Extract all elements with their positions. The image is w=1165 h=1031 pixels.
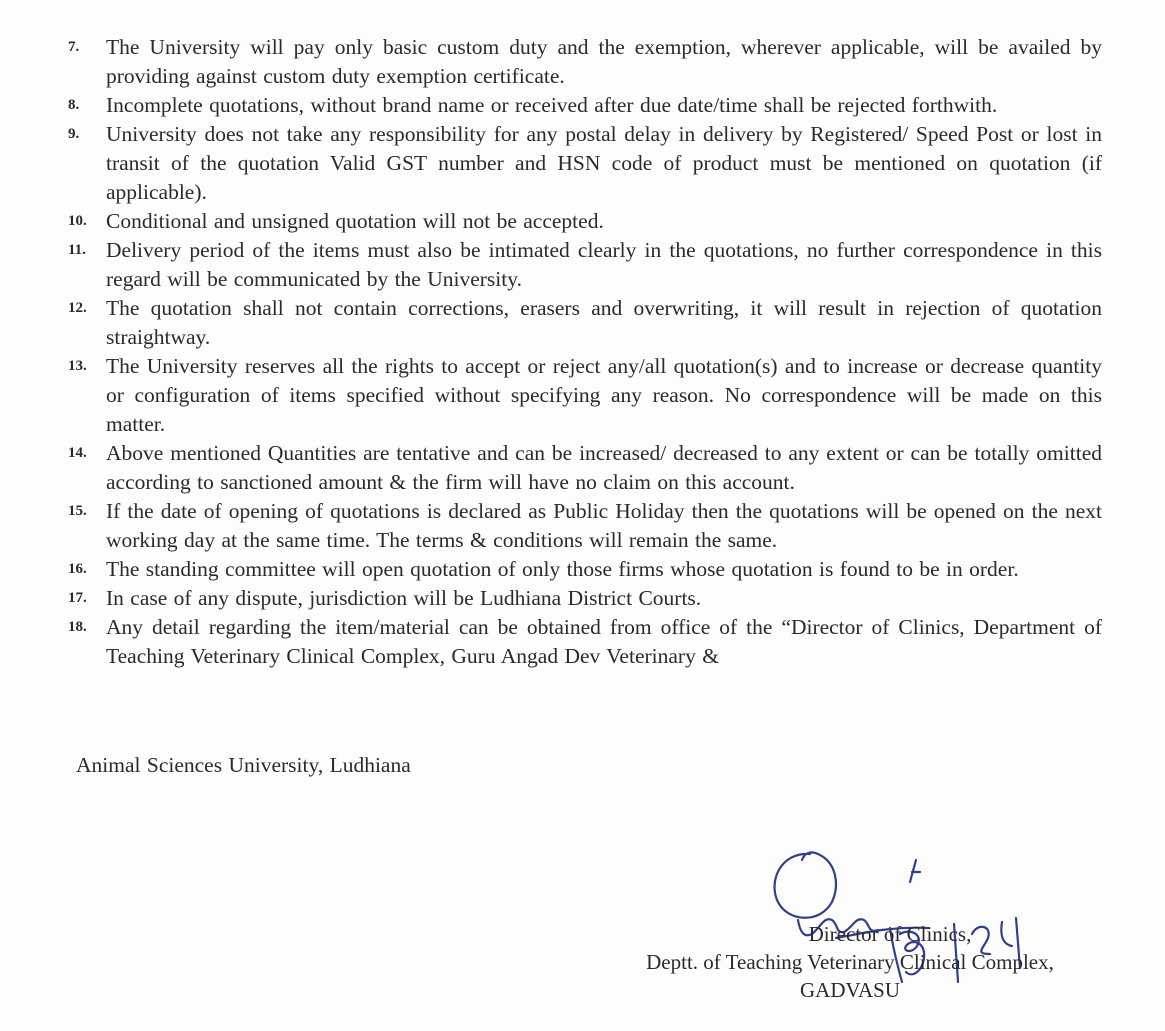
clause-text: In case of any dispute, jurisdiction will be Ludhiana District Courts. — [106, 586, 702, 610]
clause-text: The University will pay only basic custom duty and the exemption, wherever applicable, will be availed by providing against custom duty exemption certificate. — [106, 35, 1102, 88]
clause-text: The standing committee will open quotation of only those firms whose quotation is found to be in order. — [106, 557, 1019, 581]
clause-number: 9. — [68, 126, 80, 142]
clause-11 — [62, 236, 1102, 294]
clause-number: 13. — [68, 358, 87, 374]
clause-text: The quotation shall not contain corrections, erasers and overwriting, it will result in rejection of quotation straightway. — [106, 296, 1102, 349]
clause-18-continuation: Animal Sciences University, Ludhiana — [76, 753, 411, 777]
clause-number: 8. — [68, 97, 80, 113]
clause-number: 17. — [68, 590, 87, 606]
clause-18 — [62, 613, 1102, 671]
clause-17 — [62, 584, 1102, 613]
clause-number: 7. — [68, 39, 80, 55]
clause-12 — [62, 294, 1102, 352]
clause-9 — [62, 120, 1102, 207]
clause-15 — [62, 497, 1102, 555]
signatory-department: Deptt. of Teaching Veterinary Clinical Complex, — [646, 950, 1054, 974]
clause-16 — [62, 555, 1102, 584]
clause-text: Above mentioned Quantities are tentative and can be increased/ decreased to any extent or can be totally omitted according to sanctioned amount & the firm will have no claim on this account. — [106, 441, 1102, 494]
clause-text: If the date of opening of quotations is declared as Public Holiday then the quotations will be opened on the next working day at the same time. The terms & conditions will remain the same. — [106, 499, 1102, 552]
clause-text: University does not take any responsibility for any postal delay in delivery by Registered/ Speed Post or lost in transit of the quotation Valid GST number and HSN code of product must be mentioned on quotation (if applicable). — [106, 122, 1102, 204]
clause-number: 11. — [68, 242, 86, 258]
clause-number: 10. — [68, 213, 87, 229]
clause-number: 12. — [68, 300, 87, 316]
clause-text: The University reserves all the rights to accept or reject any/all quotation(s) and to increase or decrease quantity or configuration of items specified without specifying any reason. No correspondence will be made on this matter. — [106, 354, 1102, 436]
clause-number: 16. — [68, 561, 87, 577]
clause-text: Conditional and unsigned quotation will not be accepted. — [106, 209, 604, 233]
clause-13 — [62, 352, 1102, 439]
signature-block — [590, 920, 1110, 1004]
clause-text: Any detail regarding the item/material can be obtained from office of the “Director of Clinics, Department of Teaching Veterinary Clinical Complex, Guru Angad Dev Veterinary & — [106, 615, 1102, 668]
clause-7 — [62, 33, 1102, 91]
clause-14 — [62, 439, 1102, 497]
clause-8 — [62, 91, 1102, 120]
clause-10 — [62, 207, 1102, 236]
clause-number: 18. — [68, 619, 87, 635]
clause-text: Delivery period of the items must also be intimated clearly in the quotations, no further correspondence in this regard will be communicated by the University. — [106, 238, 1102, 291]
clause-text: Incomplete quotations, without brand name or received after due date/time shall be rejected forthwith. — [106, 93, 998, 117]
clause-number: 15. — [68, 503, 87, 519]
clause-number: 14. — [68, 445, 87, 461]
signatory-title: Director of Clinics, — [808, 922, 972, 946]
signatory-institution: GADVASU — [800, 978, 900, 1002]
terms-list — [62, 33, 1102, 671]
